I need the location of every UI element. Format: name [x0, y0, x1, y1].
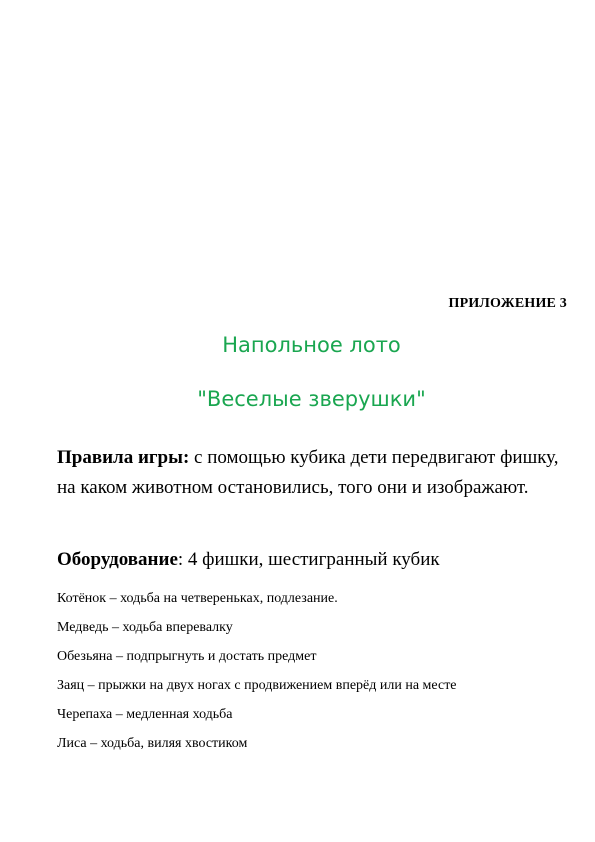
equipment-text: : 4 фишки, шестигранный кубик — [177, 549, 440, 570]
title-line-2: "Веселые зверушки" — [197, 387, 426, 411]
list-item: Котёнок – ходьба на четвереньках, подлезание. — [57, 591, 338, 606]
list-item: Заяц – прыжки на двух ногах с продвижением вперёд или на месте — [57, 678, 457, 693]
title-line-1: Напольное лото — [222, 333, 401, 357]
equipment-label: Оборудование — [57, 549, 178, 570]
game-rules-paragraph — [57, 443, 567, 503]
list-item: Лиса – ходьба, виляя хвостиком — [57, 736, 248, 751]
equipment-paragraph — [57, 546, 567, 574]
list-item: Обезьяна – подпрыгнуть и достать предмет — [57, 649, 317, 664]
list-item: Черепаха – медленная ходьба — [57, 707, 233, 722]
rules-text: с помощью кубика дети передвигают фишку, на каком животном остановились, того они и изображают. — [57, 447, 559, 498]
rules-label: Правила игры: — [57, 447, 190, 468]
list-item: Медведь – ходьба вперевалку — [57, 620, 233, 635]
animal-list — [57, 590, 577, 764]
appendix-label: ПРИЛОЖЕНИЕ 3 — [448, 296, 567, 311]
